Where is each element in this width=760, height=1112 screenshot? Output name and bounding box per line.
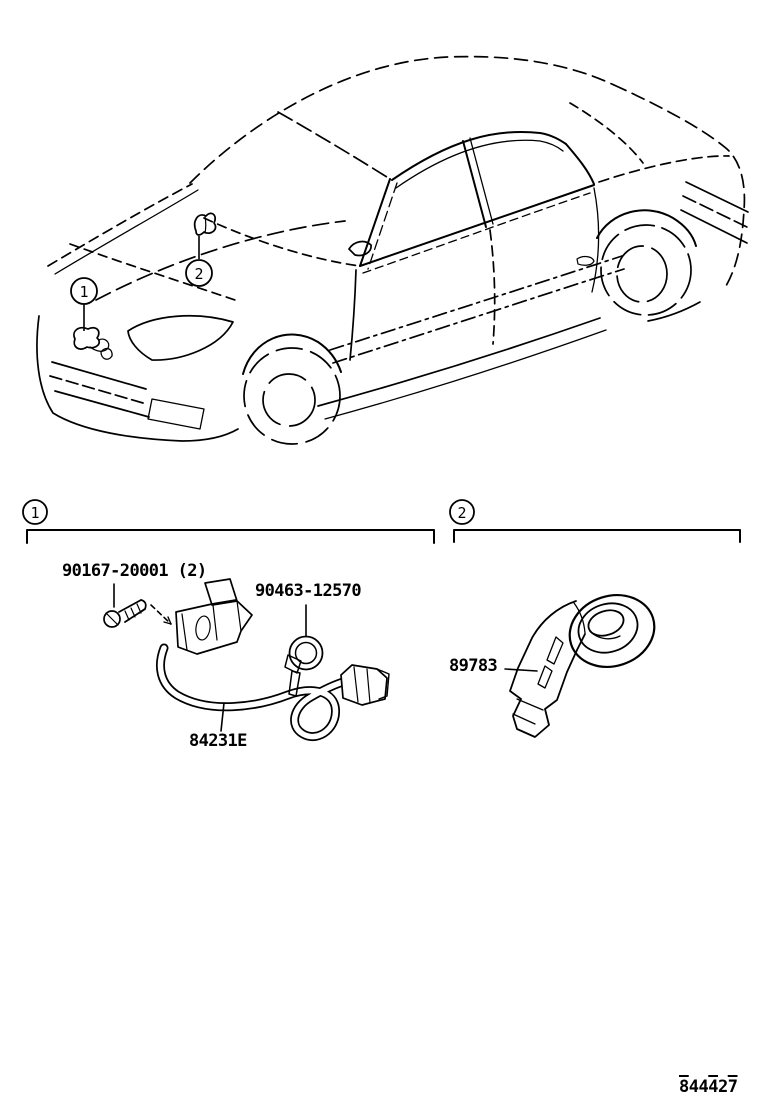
car-side-accent-line: [330, 256, 622, 350]
car-trunk-lid-line: [599, 156, 729, 182]
car-rear-bumper-line: [686, 182, 748, 212]
figure-number-segment: 44: [688, 1077, 709, 1097]
section-1-callout-number: 1: [30, 504, 40, 522]
amplifier-drawing: [510, 584, 664, 737]
section-2-bracket-line: [454, 530, 740, 542]
car-cowl-line: [204, 218, 360, 266]
callout-1-number: 1: [79, 283, 89, 301]
car-beltline-dashed: [363, 193, 590, 273]
car-rear-window-edge: [570, 103, 643, 163]
connector-drawing: [341, 665, 389, 705]
car-far-roofline: [190, 57, 614, 183]
sensor-1-drawing: [74, 328, 99, 349]
figure-number: [679, 1079, 737, 1096]
car-a-pillar: [360, 179, 390, 266]
car-rear-wheel-rim: [617, 246, 667, 302]
figure-number-segment: 7: [727, 1077, 738, 1097]
screw-drawing: [104, 600, 146, 627]
car-rear-bumper-line: [683, 196, 749, 228]
callout-2-number: 2: [194, 265, 204, 283]
car-front-bumper: [37, 316, 238, 441]
car-rear-profile: [614, 85, 744, 286]
car-windshield-top: [278, 112, 390, 179]
car-bumper-slat: [50, 376, 143, 403]
car-front-wheel-rim: [263, 374, 315, 426]
car-callout-1: [71, 278, 97, 331]
car-front-door-edge: [350, 270, 356, 360]
part-label-90463-12570: 90463-12570: [255, 581, 361, 601]
bracket-drawing: [176, 579, 252, 654]
car-rocker-line: [318, 318, 600, 406]
car-near-roof-rail-inner: [396, 140, 563, 188]
car-rocker-line-lower: [325, 330, 606, 419]
car-license-plate: [148, 399, 204, 429]
amplifier-label-leader: [505, 669, 537, 671]
car-hood-shoulder: [55, 190, 198, 274]
component-2-detail: [205, 216, 206, 233]
figure-number-segment: 4: [708, 1077, 718, 1097]
car-bumper-slat: [55, 391, 149, 417]
car-headlight: [128, 316, 233, 360]
section-2-callout-number: 2: [457, 504, 467, 522]
car-rear-wheel-tire: [601, 225, 691, 315]
car-a-pillar-inner: [368, 183, 397, 269]
car-rear-bumper-line: [681, 210, 747, 243]
figure-number-segment: 2: [717, 1077, 728, 1097]
car-bumper-slat: [52, 362, 146, 389]
car-callout-2: [186, 236, 212, 286]
section-1-bracket-line: [27, 530, 434, 543]
car-door-mirror: [349, 242, 371, 256]
part-label-89783: 89783: [449, 656, 498, 676]
figure-number-segment: 8: [679, 1077, 689, 1097]
car-hood-shoulder-dashed: [48, 184, 192, 266]
car-front-wheel-arch: [243, 335, 341, 374]
section-1-detail: [23, 500, 434, 737]
wire-harness-core: [160, 648, 346, 737]
car-rear-door-rear-edge: [592, 188, 599, 292]
part-label-84231E: 84231E: [189, 731, 247, 751]
car-side-accent-line: [333, 269, 624, 363]
car-door-handle: [577, 257, 594, 266]
car-hood-sweep-line: [96, 221, 345, 300]
part-label-90167-20001: 90167-20001 (2): [62, 561, 207, 581]
car-illustration: [37, 57, 749, 444]
car-front-door-rear-edge: [490, 230, 495, 344]
screw-dashed-leader: [151, 605, 171, 624]
car-front-wheel-tire: [244, 348, 340, 444]
section-2-detail: [450, 500, 740, 737]
car-c-pillar: [566, 144, 594, 184]
